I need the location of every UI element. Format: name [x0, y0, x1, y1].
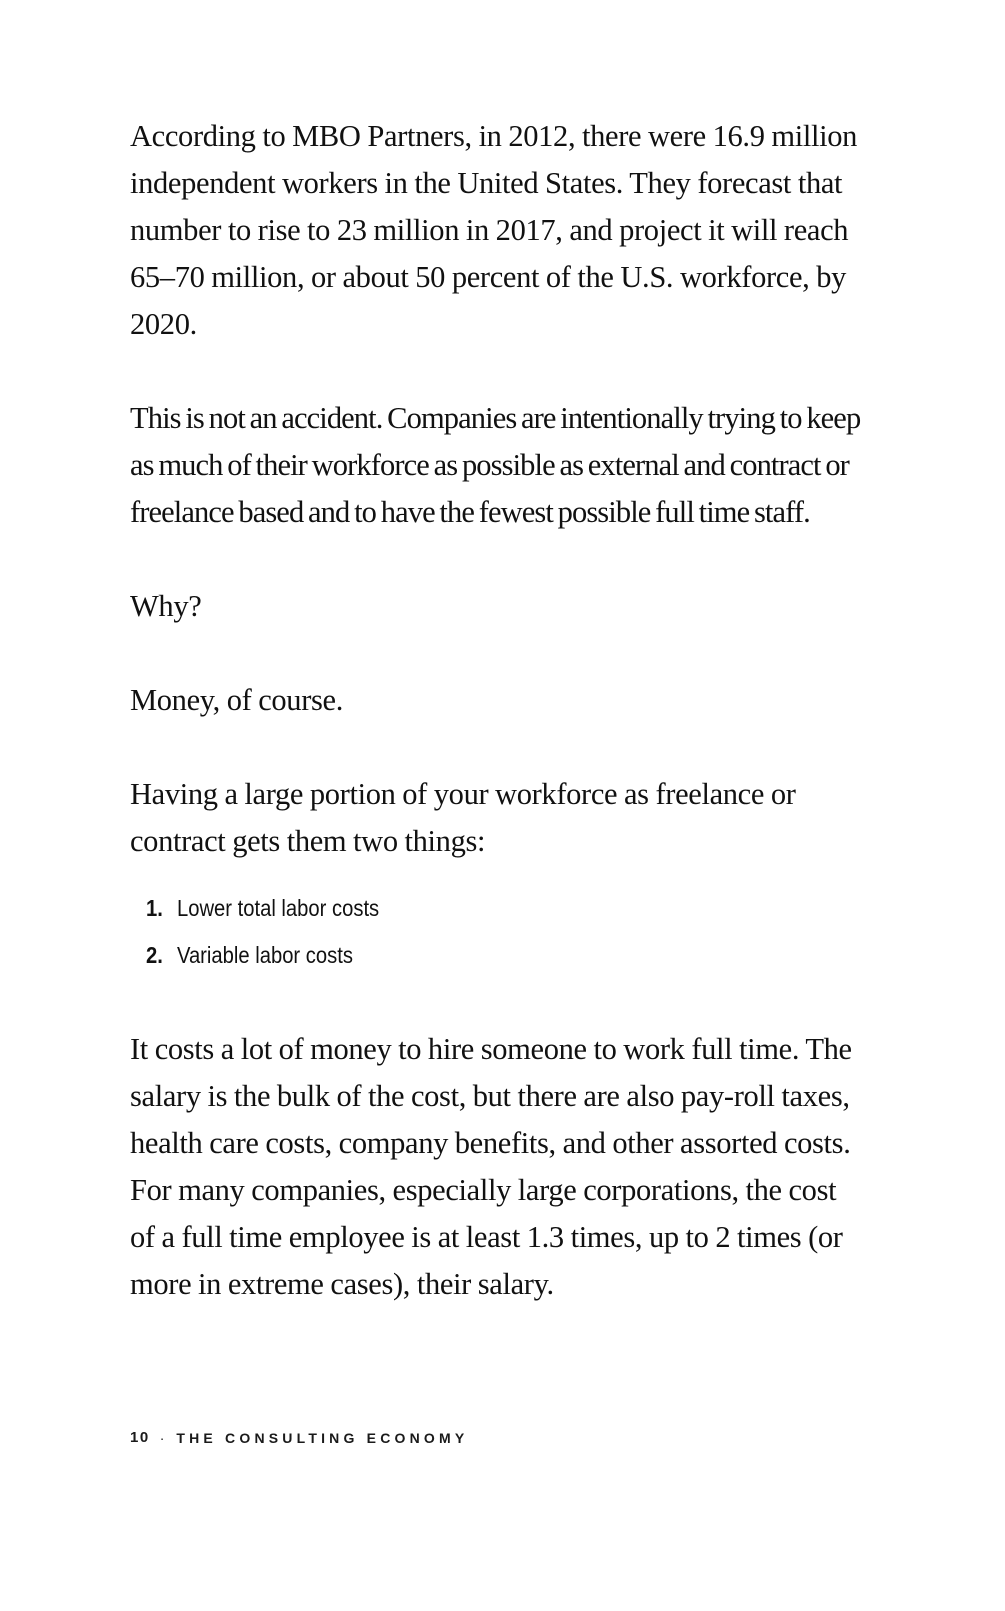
paragraph-two-things: Having a large portion of your workforce as freelance or contract gets them two things: [130, 777, 796, 858]
paragraph-money: Money, of course. [130, 683, 343, 717]
footer-separator: · [159, 1430, 165, 1446]
paragraph-why: Why? [130, 589, 202, 623]
list-item-text: Lower total labor costs [176, 895, 380, 921]
list-item-text: Variable labor costs [176, 942, 353, 968]
list-item [146, 885, 764, 932]
list-item-number: 1. [146, 895, 163, 921]
paragraph-cost-of-hiring: It costs a lot of money to hire someone to work full time. The salary is the bulk of the cost, but there are also pay-roll taxes, health care costs, company benefits, and other assorted costs. For many companies, especially large corporations, the cost of a full time employee is at least 1.3 times, up to 2 times (or more in extreme cases), their salary. [130, 1032, 852, 1301]
benefits-list-wrapper [130, 865, 865, 979]
list-item [146, 932, 764, 979]
running-title: THE CONSULTING ECONOMY [176, 1430, 469, 1446]
paragraph-independent-workers: According to MBO Partners, in 2012, there were 16.9 million independent workers in the United States. They forecast that number to rise to 23 million in 2017, and project it will reach 65–70 million, or about 50 percent of the U.S. workforce, by 2020. [130, 119, 858, 341]
list-item-number: 2. [146, 942, 163, 968]
paragraph-not-an-accident: This is not an accident. Companies are intentionally trying to keep as much of their workforce as possible as external and contract or freelance based and to have the fewest possible full time staff. [130, 401, 861, 529]
page-footer [130, 1428, 468, 1448]
page-number: 10 [130, 1429, 150, 1446]
page-body [130, 113, 865, 1355]
benefits-list [146, 885, 764, 979]
